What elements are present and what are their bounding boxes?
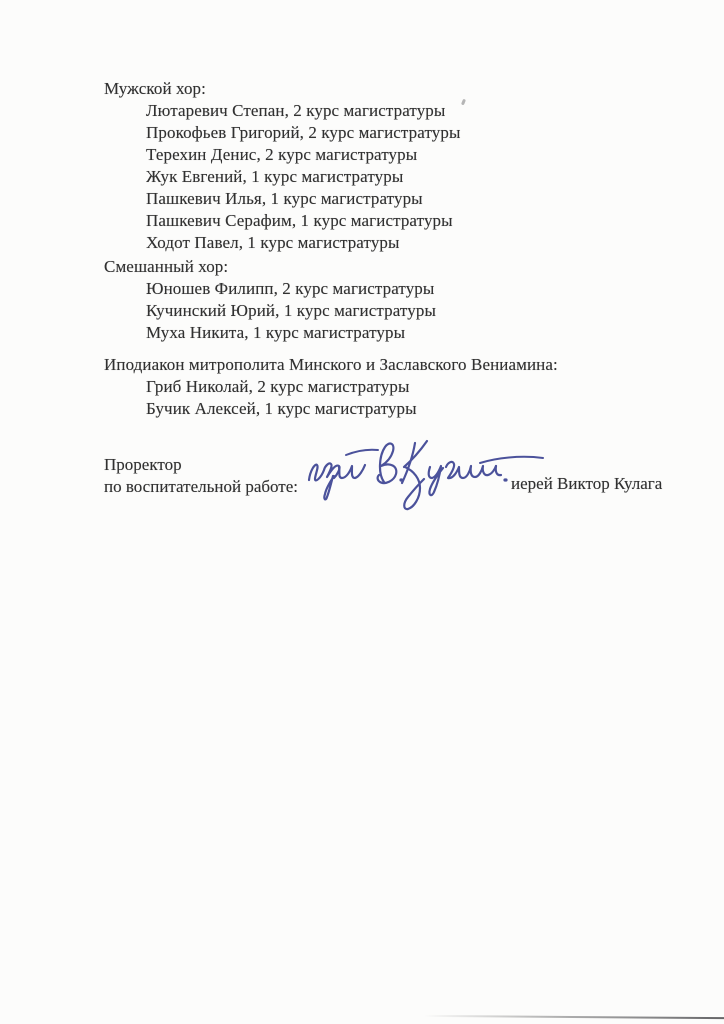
printed-signatory-name: иерей Виктор Кулага — [511, 474, 663, 493]
scanner-edge-artifact — [424, 1015, 724, 1019]
section-male-choir — [104, 78, 461, 254]
member-line: Гриб Николай, 2 курс магистратуры — [146, 377, 410, 396]
member-line: Лютаревич Степан, 2 курс магистратуры — [146, 101, 446, 120]
member-line: Юношев Филипп, 2 курс магистратуры — [146, 279, 435, 298]
section-mixed-choir — [104, 256, 436, 344]
member-line: Муха Никита, 1 курс магистратуры — [146, 323, 406, 342]
signatory-role-line1: Проректор — [104, 455, 182, 474]
member-line: Пашкевич Илья, 1 курс магистратуры — [146, 189, 423, 208]
member-line: Ходот Павел, 1 курс магистратуры — [146, 233, 400, 252]
section-heading: Мужской хор: — [104, 79, 206, 98]
signatory-role-line2: по воспитательной работе: — [104, 477, 298, 496]
member-list — [104, 100, 461, 254]
section-subdeacon — [104, 354, 558, 420]
member-line: Прокофьев Григорий, 2 курс магистратуры — [146, 123, 461, 142]
member-line: Пашкевич Серафим, 1 курс магистратуры — [146, 211, 453, 230]
member-line: Бучик Алексей, 1 курс магистратуры — [146, 399, 417, 418]
scan-speck-artifact — [461, 99, 466, 105]
section-heading: Смешанный хор: — [104, 257, 229, 276]
member-line: Терехин Денис, 2 курс магистратуры — [146, 145, 418, 164]
section-heading: Иподиакон митрополита Минского и Заславского Вениамина: — [104, 355, 558, 374]
signatory-role — [104, 454, 298, 498]
member-list — [104, 376, 558, 420]
member-line: Жук Евгений, 1 курс магистратуры — [146, 167, 404, 186]
member-line: Кучинский Юрий, 1 курс магистратуры — [146, 301, 436, 320]
member-list — [104, 278, 436, 344]
